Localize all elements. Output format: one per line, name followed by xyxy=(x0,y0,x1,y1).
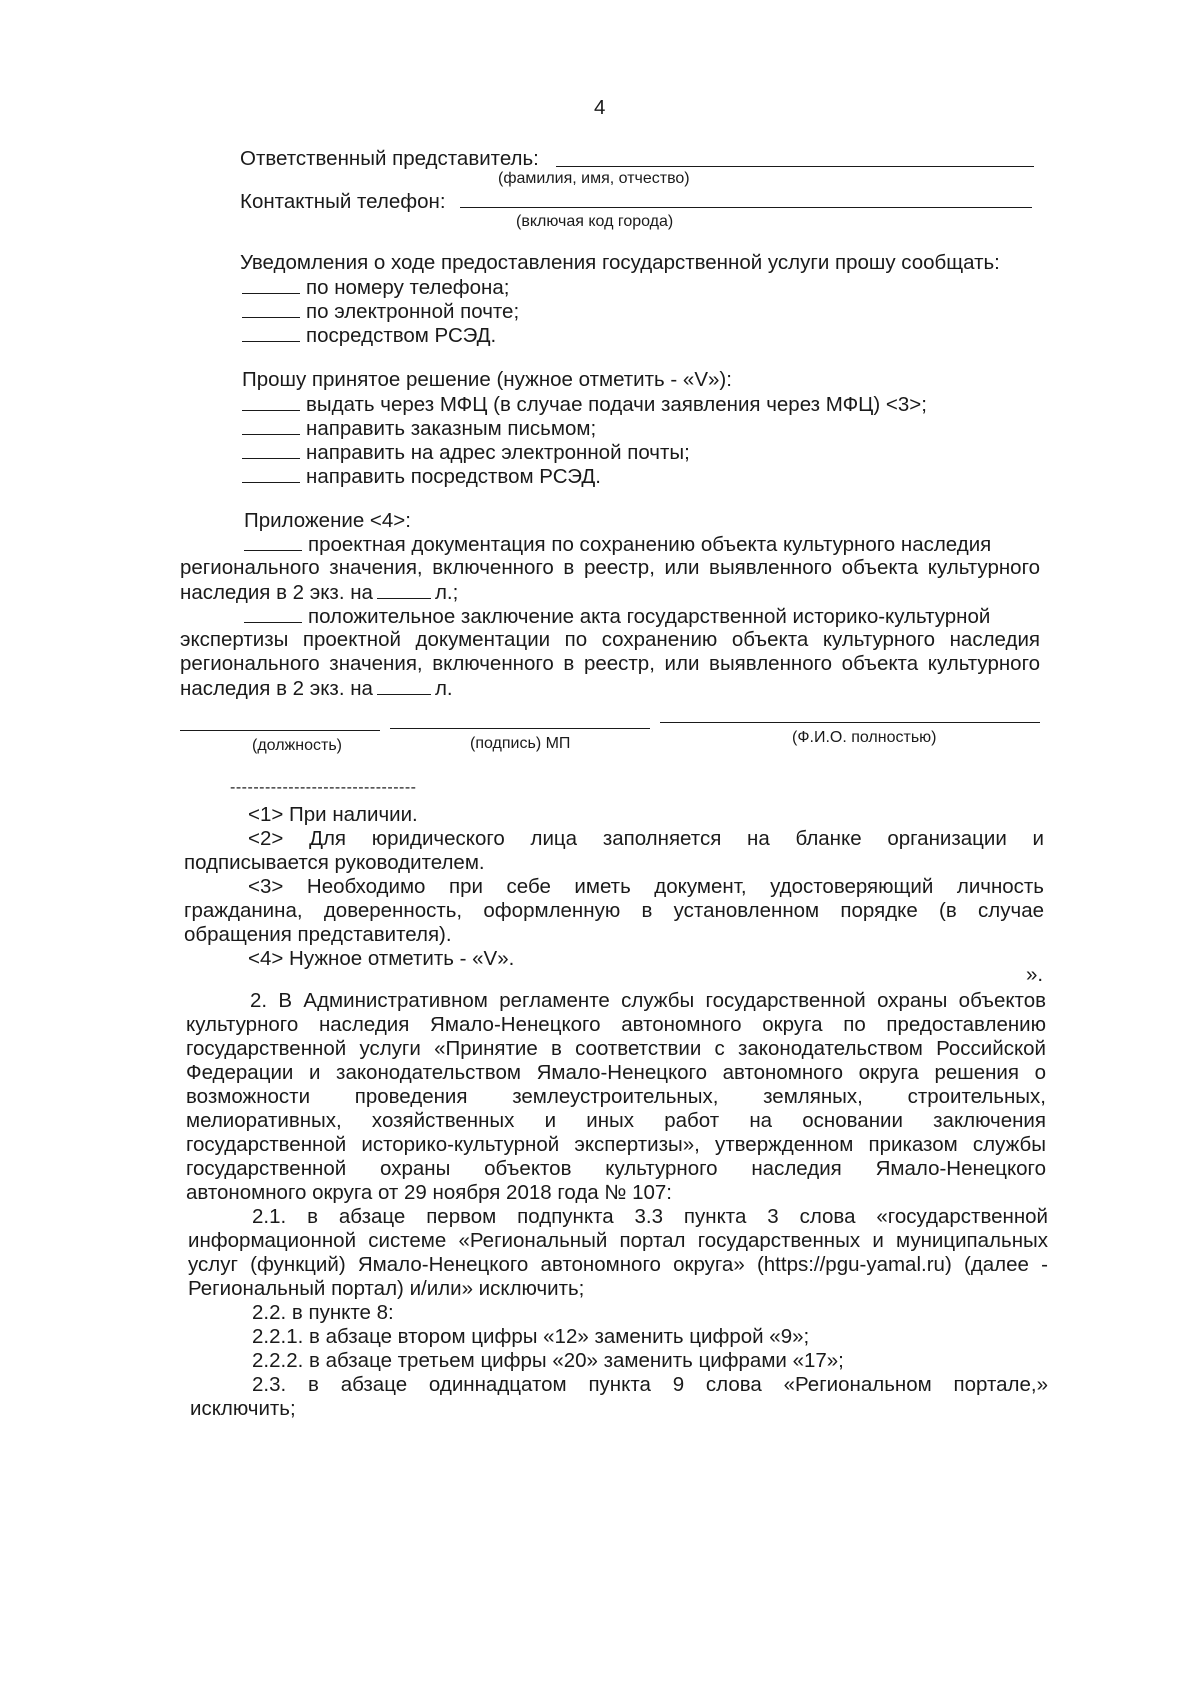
pages-blank[interactable] xyxy=(377,676,431,695)
attachment-item-2-line: наследия в 2 экз. на л. xyxy=(180,677,453,700)
option-blank[interactable] xyxy=(242,464,300,483)
phone-field[interactable] xyxy=(460,207,1032,208)
footnote-2: <2> Для юридического лица заполняется на бланке организации и xyxy=(248,827,1044,850)
responsible-caption: (фамилия, имя, отчество) xyxy=(498,170,690,187)
attachment-item-1-line: регионального значения, включенного в реестр, или выявленного объекта культурного xyxy=(180,556,1040,579)
position-field[interactable] xyxy=(180,730,380,731)
option-blank[interactable] xyxy=(242,299,300,318)
attachment-item-2-line: положительное заключение акта государственной историко-культурной xyxy=(244,604,990,629)
notification-option: по номеру телефона; xyxy=(242,275,509,300)
section2-line: культурного наследия Ямало-Ненецкого автономного округа по предоставлению xyxy=(186,1013,1046,1036)
item-2-1-line: услуг (функций) Ямало-Ненецкого автономного округа» (https://pgu-yamal.ru) (далее - xyxy=(188,1253,1048,1276)
item-2-2-2: 2.2.2. в абзаце третьем цифры «20» заменить цифрами «17»; xyxy=(252,1349,844,1372)
option-blank[interactable] xyxy=(242,392,300,411)
option-blank[interactable] xyxy=(242,275,300,294)
item-2-1-line: 2.1. в абзаце первом подпункта 3.3 пункта 3 слова «государственной xyxy=(252,1205,1048,1228)
page-number: 4 xyxy=(594,96,606,119)
section2-line: возможности проведения землеустроительных, земляных, строительных, xyxy=(186,1085,1046,1108)
item-2-3-line: 2.3. в абзаце одиннадцатом пункта 9 слова «Региональном портале,» xyxy=(252,1373,1048,1396)
item-2-2-1: 2.2.1. в абзаце втором цифры «12» заменить цифрой «9»; xyxy=(252,1325,810,1348)
item-2-3-line: исключить; xyxy=(190,1397,296,1420)
phone-caption: (включая код города) xyxy=(516,213,674,230)
decision-option: выдать через МФЦ (в случае подачи заявления через МФЦ) <3>; xyxy=(242,392,927,417)
attachment-heading: Приложение <4>: xyxy=(244,509,411,532)
decision-option: направить заказным письмом; xyxy=(242,416,596,441)
responsible-label: Ответственный представитель: xyxy=(240,147,539,170)
notification-option: по электронной почте; xyxy=(242,299,519,324)
section2-line: 2. В Административном регламенте службы государственной охраны объектов xyxy=(250,989,1046,1012)
footnote-1: <1> При наличии. xyxy=(248,803,418,826)
pages-blank[interactable] xyxy=(377,580,431,599)
notifications-heading: Уведомления о ходе предоставления государственной услуги прошу сообщать: xyxy=(240,251,1000,274)
footnote-3: гражданина, доверенность, оформленную в установленном порядке (в случае xyxy=(184,899,1044,922)
decision-heading: Прошу принятое решение (нужное отметить - «V»): xyxy=(242,368,732,391)
section2-line: государственной историко-культурной экспертизы», утвержденном приказом службы xyxy=(186,1133,1046,1156)
footnote-2: подписывается руководителем. xyxy=(184,851,485,874)
section2-line: государственной услуги «Принятие в соответствии с законодательством Российской xyxy=(186,1037,1046,1060)
footnote-3: обращения представителя). xyxy=(184,923,452,946)
signature-field[interactable] xyxy=(390,728,650,729)
section2-line: Федерации и законодательством Ямало-Ненецкого автономного округа решения о xyxy=(186,1061,1046,1084)
closing-quote: ». xyxy=(1026,963,1044,986)
item-2-1-line: Региональный портал) и/или» исключить; xyxy=(188,1277,585,1300)
footnote-4: <4> Нужное отметить - «V». xyxy=(248,947,515,970)
item-2-2: 2.2. в пункте 8: xyxy=(252,1301,394,1324)
decision-option: направить посредством РСЭД. xyxy=(242,464,601,489)
option-blank[interactable] xyxy=(242,323,300,342)
full-name-field[interactable] xyxy=(660,722,1040,723)
footnote-3: <3> Необходимо при себе иметь документ, удостоверяющий личность xyxy=(248,875,1044,898)
option-blank[interactable] xyxy=(244,604,302,623)
attachment-item-1-line: проектная документация по сохранению объекта культурного наследия xyxy=(244,532,991,557)
section2-line: автономного округа от 29 ноября 2018 года № 107: xyxy=(186,1181,672,1204)
decision-option: направить на адрес электронной почты; xyxy=(242,440,690,465)
phone-label: Контактный телефон: xyxy=(240,190,446,213)
item-2-1-line: информационной системе «Региональный портал государственных и муниципальных xyxy=(188,1229,1048,1252)
attachment-item-2-line: экспертизы проектной документации по сохранению объекта культурного наследия xyxy=(180,628,1040,651)
section2-line: государственной охраны объектов культурного наследия Ямало-Ненецкого xyxy=(186,1157,1046,1180)
option-blank[interactable] xyxy=(244,532,302,551)
responsible-field[interactable] xyxy=(556,166,1034,167)
section2-line: мелиоративных, хозяйственных и иных работ на основании заключения xyxy=(186,1109,1046,1132)
option-blank[interactable] xyxy=(242,440,300,459)
signature-caption: (подпись) МП xyxy=(470,735,571,752)
option-blank[interactable] xyxy=(242,416,300,435)
notification-option: посредством РСЭД. xyxy=(242,323,496,348)
attachment-item-1-line: наследия в 2 экз. на л.; xyxy=(180,581,459,604)
full-name-caption: (Ф.И.О. полностью) xyxy=(792,729,937,746)
footnote-rule: -------------------------------- xyxy=(230,779,417,796)
position-caption: (должность) xyxy=(252,737,342,754)
attachment-item-2-line: регионального значения, включенного в реестр, или выявленного объекта культурного xyxy=(180,652,1040,675)
